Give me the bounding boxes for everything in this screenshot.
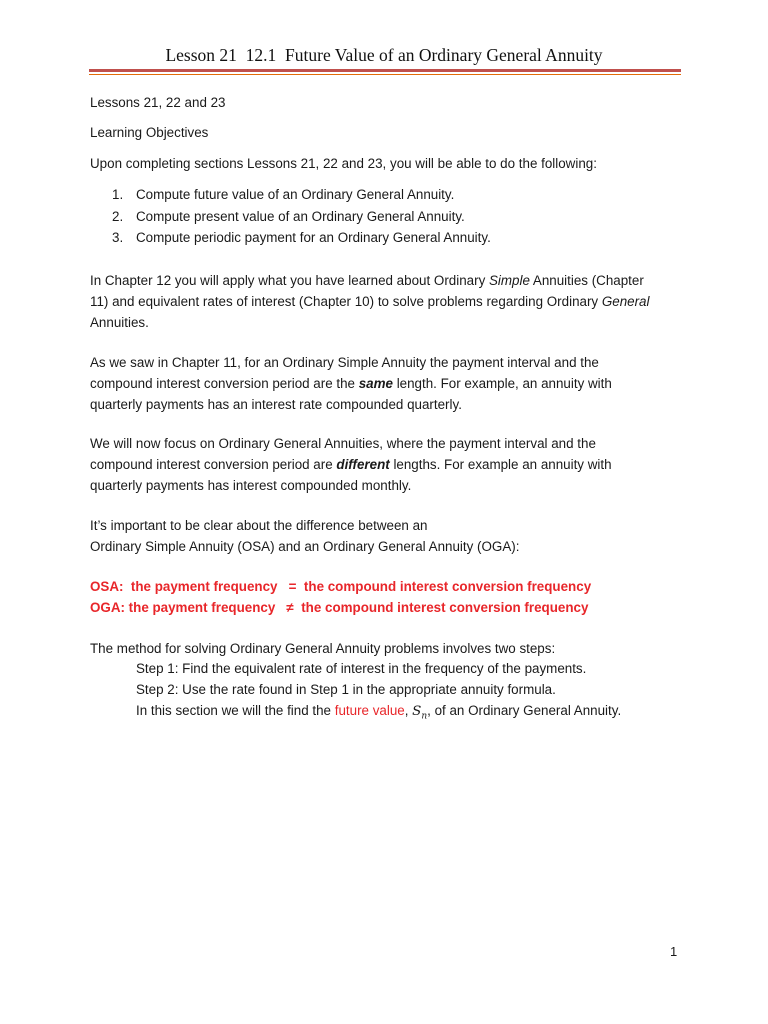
future-value-term: future value bbox=[334, 703, 405, 718]
paragraph-line bbox=[90, 273, 644, 289]
list-item-number: 1. bbox=[112, 187, 124, 202]
paragraph-line bbox=[90, 376, 612, 392]
method-step-3 bbox=[136, 703, 621, 725]
list-item: Compute periodic payment for an Ordinary General Annuity. bbox=[136, 230, 491, 245]
paragraph-line bbox=[90, 294, 649, 310]
text-run: In Chapter 12 you will apply what you have learned about Ordinary bbox=[90, 273, 489, 288]
emphasis-different: different bbox=[336, 457, 390, 472]
method-step-2: Step 2: Use the rate found in Step 1 in the appropriate annuity formula. bbox=[136, 682, 556, 697]
emphasis-simple: Simple bbox=[488, 273, 530, 288]
emphasis-general: General bbox=[601, 294, 650, 309]
text-run: 11) and equivalent rates of interest (Chapter 10) to solve problems regarding Ordinary bbox=[90, 294, 602, 309]
text-run: Annuities (Chapter bbox=[529, 273, 644, 288]
paragraph-line: quarterly payments has an interest rate compounded quarterly. bbox=[90, 397, 462, 412]
text-run: , of an Ordinary General Annuity. bbox=[427, 703, 622, 718]
method-step-1: Step 1: Find the equivalent rate of interest in the frequency of the payments. bbox=[136, 661, 587, 676]
text-run: In this section we will the find the bbox=[136, 703, 335, 718]
paragraph-line: We will now focus on Ordinary General Annuities, where the payment interval and the bbox=[90, 436, 596, 451]
text-run: length. For example, an annuity with bbox=[392, 376, 612, 391]
paragraph-line bbox=[90, 457, 612, 473]
list-item-number: 3. bbox=[112, 230, 124, 245]
future-value-symbol bbox=[412, 704, 428, 722]
text-run: compound interest conversion period are the bbox=[90, 376, 359, 391]
method-intro: The method for solving Ordinary General Annuity problems involves two steps: bbox=[90, 641, 556, 656]
paragraph-line: It’s important to be clear about the difference between an bbox=[90, 518, 428, 533]
objectives-lead-in: Upon completing sections Lessons 21, 22 and 23, you will be able to do the following: bbox=[90, 156, 597, 171]
list-item: Compute present value of an Ordinary General Annuity. bbox=[136, 209, 465, 224]
page-number: 1 bbox=[670, 944, 678, 959]
symbol-base: S bbox=[412, 704, 422, 719]
paragraph-line: Annuities. bbox=[90, 315, 149, 330]
text-run: , bbox=[404, 703, 413, 718]
objectives-heading: Learning Objectives bbox=[90, 125, 209, 140]
list-item: Compute future value of an Ordinary General Annuity. bbox=[136, 187, 455, 202]
osa-definition: OSA: the payment frequency = the compound interest conversion frequency bbox=[90, 579, 592, 594]
paragraph-line: Ordinary Simple Annuity (OSA) and an Ordinary General Annuity (OGA): bbox=[90, 539, 520, 554]
page-title: Lesson 21 12.1 Future Value of an Ordinary General Annuity bbox=[165, 45, 603, 65]
paragraph-line: As we saw in Chapter 11, for an Ordinary Simple Annuity the payment interval and the bbox=[90, 355, 599, 370]
oga-definition: OGA: the payment frequency ≠ the compound interest conversion frequency bbox=[90, 600, 589, 615]
paragraph-line: quarterly payments has interest compounded monthly. bbox=[90, 478, 412, 493]
lessons-line: Lessons 21, 22 and 23 bbox=[90, 95, 226, 110]
header-rule-thick bbox=[89, 69, 681, 72]
text-run: lengths. For example an annuity with bbox=[389, 457, 612, 472]
list-item-number: 2. bbox=[112, 209, 124, 224]
header-rule-thin bbox=[89, 74, 681, 75]
emphasis-same: same bbox=[358, 376, 393, 391]
symbol-subscript: n bbox=[421, 711, 428, 722]
text-run: compound interest conversion period are bbox=[90, 457, 337, 472]
